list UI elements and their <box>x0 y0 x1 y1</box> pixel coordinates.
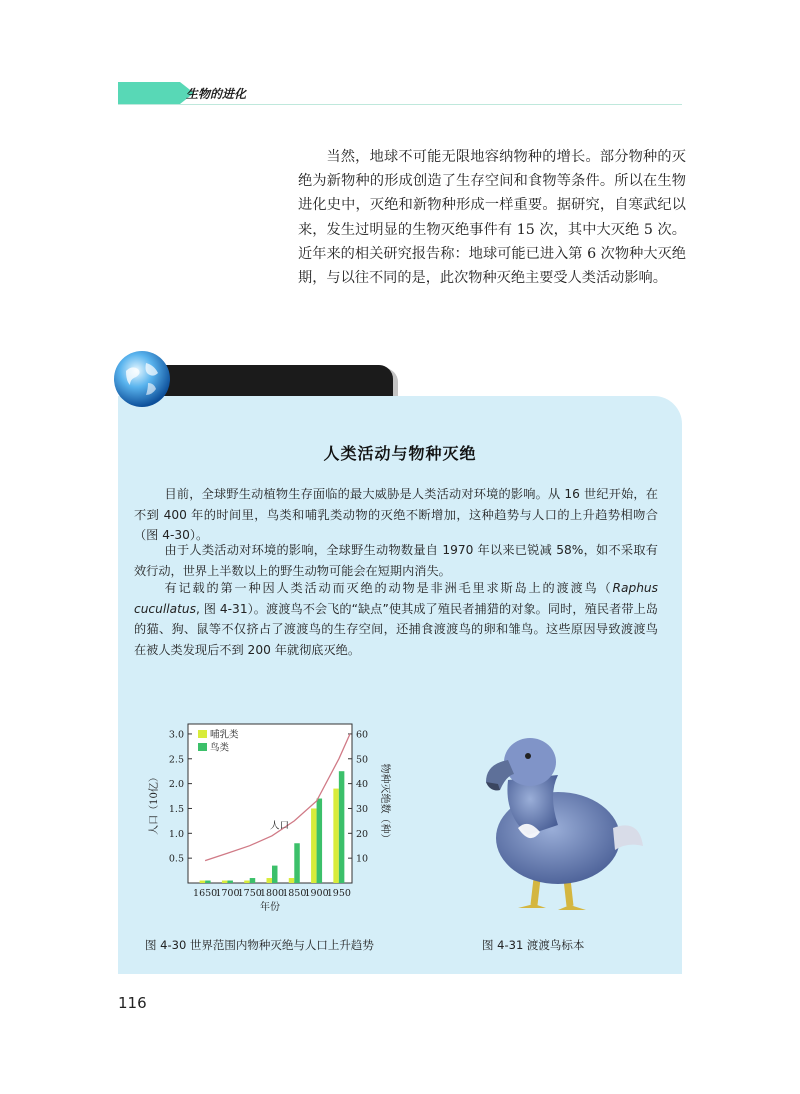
x-tick-label: 1900 <box>304 888 329 899</box>
left-tick-label: 3.0 <box>168 729 184 741</box>
bar-鸟类 <box>294 843 300 883</box>
bar-鸟类 <box>272 866 278 883</box>
bar-哺乳类 <box>311 808 317 883</box>
p3-end: , 图 4-31）。渡渡鸟不会飞的“缺点”使其成了殖民者捕猎的对象。同时，殖民者带上岛的猫、狗、鼠等不仅挤占了渡渡鸟的生存空间，还捕食渡渡鸟的卵和雏鸟。这些原因导致渡渡鸟在被人类发现后不到 200 年就彻底灭绝。 <box>134 601 658 657</box>
left-tick-label: 1.0 <box>168 828 184 840</box>
legend-swatch <box>198 730 207 738</box>
box-paragraph-2: 由于人类活动对环境的影响，全球野生动物数量自 1970 年以来已锐减 58%，如不采取有效行动，世界上半数以上的野生动物可能会在短期内消失。 <box>134 543 658 578</box>
left-tick-label: 1.5 <box>168 803 184 815</box>
bar-哺乳类 <box>267 878 273 883</box>
box-tab <box>145 365 393 397</box>
figure-4-30-caption: 图 4-30 世界范围内物种灭绝与人口上升趋势 <box>145 938 374 952</box>
page-number: 116 <box>118 994 147 1012</box>
bar-哺乳类 <box>222 881 228 883</box>
right-tick-label: 30 <box>356 803 369 815</box>
right-tick-label: 10 <box>356 853 369 865</box>
extinction-population-chart <box>145 720 395 925</box>
header-accent-bar <box>118 82 180 104</box>
left-tick-label: 2.0 <box>168 779 184 791</box>
bar-鸟类 <box>205 881 211 883</box>
population-label: 人口 <box>270 820 290 832</box>
right-tick-label: 40 <box>356 779 369 791</box>
legend-label: 哺乳类 <box>210 729 239 741</box>
x-axis-label: 年份 <box>260 902 280 913</box>
x-tick-label: 1750 <box>237 888 262 899</box>
intro-paragraph: 当然，地球不可能无限地容纳物种的增长。部分物种的灭绝为新物种的形成创造了生存空间和食物等条件。所以在生物进化史中，灭绝和新物种形成一样重要。据研究，自寒武纪以来，发生过明显的生物灭绝事件有 15 次，其中大灭绝 5 次。近年来的相关研究报告称：地球可能已进入第 6 次物种大灭绝期，与以往不同的是，此次物种灭绝主要受人类活动影响。 <box>298 149 686 287</box>
right-axis-label: 物种灭绝数（种） <box>379 763 390 844</box>
x-tick-label: 1850 <box>282 888 307 899</box>
box-paragraph-1: 目前，全球野生动植物生存面临的最大威胁是人类活动对环境的影响。从 16 世纪开始，在不到 400 年的时间里，鸟类和哺乳类动物的灭绝不断增加，这种趋势与人口的上升趋势相吻合（图 4-30）。 <box>134 487 658 542</box>
right-tick-label: 50 <box>356 754 369 766</box>
box-title: 人类活动与物种灭绝 <box>323 444 477 463</box>
x-tick-label: 1650 <box>193 888 218 899</box>
bar-鸟类 <box>227 881 233 883</box>
figure-4-31-caption: 图 4-31 渡渡鸟标本 <box>482 938 585 952</box>
bar-鸟类 <box>339 771 345 883</box>
bar-哺乳类 <box>333 789 339 883</box>
bar-鸟类 <box>250 878 256 883</box>
left-tick-label: 2.5 <box>168 754 184 766</box>
left-tick-label: 0.5 <box>168 853 184 865</box>
p3-start: 有记载的第一种因人类活动而灭绝的动物是非洲毛里求斯岛上的渡渡鸟（ <box>164 581 613 595</box>
right-tick-label: 60 <box>356 729 369 741</box>
left-axis-label: 人口（10亿） <box>149 772 160 835</box>
globe-icon <box>112 349 172 409</box>
box-paragraph-3 <box>134 578 658 660</box>
legend-swatch <box>198 743 207 751</box>
x-tick-label: 1800 <box>259 888 285 899</box>
bar-哺乳类 <box>200 881 206 883</box>
x-tick-label: 1950 <box>326 888 351 899</box>
species-name: Raphus cucullatus <box>134 581 658 616</box>
running-header-title: 生物的进化 <box>186 87 247 101</box>
dodo-specimen-image <box>478 720 648 920</box>
header-divider <box>118 104 682 105</box>
bar-哺乳类 <box>244 881 250 883</box>
bar-哺乳类 <box>289 878 295 883</box>
x-tick-label: 1700 <box>215 888 240 899</box>
right-tick-label: 20 <box>356 828 369 840</box>
bar-鸟类 <box>317 799 323 883</box>
legend-label: 鸟类 <box>210 742 230 754</box>
